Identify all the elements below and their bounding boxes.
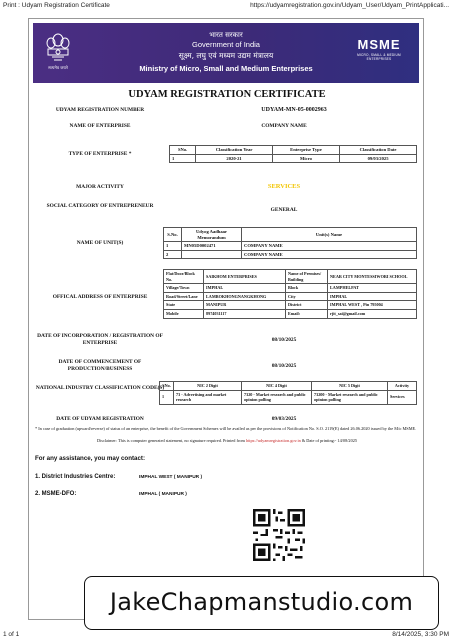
table-header: Activity xyxy=(388,382,417,391)
qr-code-icon xyxy=(253,509,305,561)
disclaimer xyxy=(35,438,419,443)
incorporation-date: 08/10/2025 xyxy=(271,337,297,343)
table-cell: City xyxy=(286,292,328,301)
table-row xyxy=(164,284,417,293)
ministry-banner xyxy=(33,23,419,83)
type-table xyxy=(169,145,417,163)
commencement-label: DATE OF COMMENCEMENT OF PRODUCTION/BUSINESS xyxy=(58,359,142,372)
major-activity-value: SERVICES xyxy=(267,183,301,190)
type-label: TYPE OF ENTERPRISE * xyxy=(68,151,132,157)
table-cell: Road/Street/Lane xyxy=(164,292,204,301)
table-header: NIC 2 Digit xyxy=(174,382,242,391)
table-cell: MANIPUR xyxy=(204,301,286,310)
email-cell: rjit_sai@gmail.com xyxy=(328,309,417,318)
social-category-label: SOCIAL CATEGORY OF ENTREPRENEUR xyxy=(46,203,154,209)
nic-table xyxy=(159,381,417,405)
table-header: Classification Year xyxy=(196,146,273,155)
enterprise-name-value: COMPANY NAME xyxy=(261,123,307,129)
msme-dfo-value: IMPHAL ( MANIPUR ) xyxy=(139,492,187,497)
table-cell: 73 - Advertising and market research xyxy=(174,390,242,404)
table-header: Classification Date xyxy=(340,146,417,155)
table-header: SNo. xyxy=(170,146,196,155)
table-row xyxy=(170,154,417,163)
units-table xyxy=(163,227,417,259)
msme-logo-text: MSME xyxy=(357,37,401,52)
msme-dfo-label: 2. MSME-DFO: xyxy=(35,491,77,497)
udyam-date-value: 09/03/2025 xyxy=(271,416,297,422)
table-cell: MN05D0002471 xyxy=(182,242,242,251)
table-cell: Email: xyxy=(286,309,328,318)
table-cell: District xyxy=(286,301,328,310)
table-header: Udyog Aadhaar Memorandum xyxy=(182,228,242,242)
print-page-title: Print : Udyam Registration Certificate xyxy=(3,2,110,9)
table-cell: LAMPHELPAT xyxy=(328,284,417,293)
table-cell: Mobile xyxy=(164,309,204,318)
certificate-title: UDYAM REGISTRATION CERTIFICATE xyxy=(128,89,326,100)
hindi-govt-text: भारत सरकार xyxy=(209,31,243,39)
table-row xyxy=(164,250,417,259)
commencement-date: 08/10/2025 xyxy=(271,363,297,369)
table-cell: 09/03/2025 xyxy=(340,154,417,163)
graduation-note: * In case of graduation (upward/reverse) of status of an enterprise, the benefit of the Government Schemes will be availed as per the provisions of Notification No. S.O. 2119(E) dated 26.06.2020 issued by the M/o MSME. xyxy=(35,426,417,431)
table-cell: NEAR CITY MONTESSIWORI SCHOOL xyxy=(328,270,417,284)
table-cell: 1 xyxy=(160,390,174,404)
incorporation-label: DATE OF INCORPORATION / REGISTRATION OF ENTERPRISE xyxy=(37,333,163,346)
reg-number-value: UDYAM-MN-05-0002963 xyxy=(261,107,327,113)
table-row xyxy=(164,301,417,310)
table-cell: 7320 - Market research and public opinion polling xyxy=(242,390,312,404)
address-label: OFFICAL ADDRESS OF ENTERPRISE xyxy=(52,294,148,300)
table-row xyxy=(164,292,417,301)
ministry-name: Ministry of Micro, Small and Medium Enterprises xyxy=(139,64,313,73)
table-cell: Block xyxy=(286,284,328,293)
table-cell: State xyxy=(164,301,204,310)
msme-logo xyxy=(351,37,407,61)
table-header: Unit(s) Name xyxy=(242,228,417,242)
table-cell: 2 xyxy=(164,250,182,259)
dic-value: IMPHAL WEST ( MANIPUR ) xyxy=(139,475,203,480)
table-cell: Name of Premises/ Building xyxy=(286,270,328,284)
table-row xyxy=(164,242,417,251)
table-cell: 2020-21 xyxy=(196,154,273,163)
table-cell: Flat/Door/Block No. xyxy=(164,270,204,284)
table-cell: IMPHAL WEST , Pin 795004 xyxy=(328,301,417,310)
disclaimer-text: Disclaimer: This is computer generated statement, no signature required. Printed from xyxy=(96,438,245,443)
table-cell: COMPANY NAME xyxy=(242,242,417,251)
table-cell: IMPHAL xyxy=(328,292,417,301)
assistance-heading: For any assistance, you may contact: xyxy=(35,455,146,462)
print-datetime: 8/14/2025, 3:30 PM xyxy=(392,631,449,638)
table-cell: Services xyxy=(388,390,417,404)
units-label: NAME OF UNIT(S) xyxy=(76,240,124,246)
table-header-row xyxy=(160,382,417,391)
disclaimer-date: & Date of printing:- 14/08/2025 xyxy=(301,438,358,443)
table-cell: COMPANY NAME xyxy=(242,250,417,259)
table-header: S.No. xyxy=(164,228,182,242)
table-header-row xyxy=(164,228,417,242)
print-footer xyxy=(0,628,452,640)
certificate xyxy=(28,18,424,620)
table-row xyxy=(160,390,417,404)
table-cell: 73200 - Market research and public opinion polling xyxy=(312,390,388,404)
table-cell: LAMBOKHONGNANGKHONG xyxy=(204,292,286,301)
table-header: Enterprise Type xyxy=(272,146,339,155)
table-cell: 8974031117 xyxy=(204,309,286,318)
table-cell: Micro xyxy=(272,154,339,163)
table-header: SNo. xyxy=(160,382,174,391)
nic-label: NATIONAL INDUSTRY CLASSIFICATION CODE(S) xyxy=(35,385,165,391)
table-row xyxy=(164,309,417,318)
dic-label: 1. District Industries Centre: xyxy=(35,474,116,480)
table-cell xyxy=(182,250,242,259)
table-cell: SAIKHOM ENTERPRISES xyxy=(204,270,286,284)
udyam-portal-link[interactable]: https://udyamregistration.gov.in xyxy=(245,438,301,443)
table-header-row xyxy=(170,146,417,155)
table-cell: Village/Town xyxy=(164,284,204,293)
print-url: https://udyamregistration.gov.in/Udyam_User/Udyam_PrintApplicati... xyxy=(250,2,449,9)
page-count: 1 of 1 xyxy=(3,631,20,638)
watermark-banner: JakeChapmanstudio.com xyxy=(84,576,439,630)
govt-of-india-text: Government of India xyxy=(192,40,260,49)
hindi-ministry-text: सूक्ष्म, लघु एवं मध्यम उद्यम मंत्रालय xyxy=(178,51,274,60)
major-activity-label: MAJOR ACTIVITY xyxy=(76,184,124,190)
udyam-date-label: DATE OF UDYAM REGISTRATION xyxy=(56,416,144,422)
social-category-value: GENERAL xyxy=(270,207,298,213)
reg-number-label: UDYAM REGISTRATION NUMBER xyxy=(55,107,145,113)
msme-tagline: MICRO, SMALL & MEDIUM ENTERPRISES xyxy=(357,53,401,61)
address-table xyxy=(163,269,417,319)
table-row xyxy=(164,270,417,284)
print-header xyxy=(0,0,452,12)
enterprise-name-label: NAME OF ENTERPRISE xyxy=(69,123,131,129)
table-cell: 1 xyxy=(170,154,196,163)
table-cell: 1 xyxy=(164,242,182,251)
svg-text:सत्यमेव जयते: सत्यमेव जयते xyxy=(48,65,68,70)
type-label-text: TYPE OF ENTERPRISE xyxy=(68,151,128,157)
table-header: NIC 4 Digit xyxy=(242,382,312,391)
table-cell: IMPHAL xyxy=(204,284,286,293)
table-header: NIC 5 Digit xyxy=(312,382,388,391)
